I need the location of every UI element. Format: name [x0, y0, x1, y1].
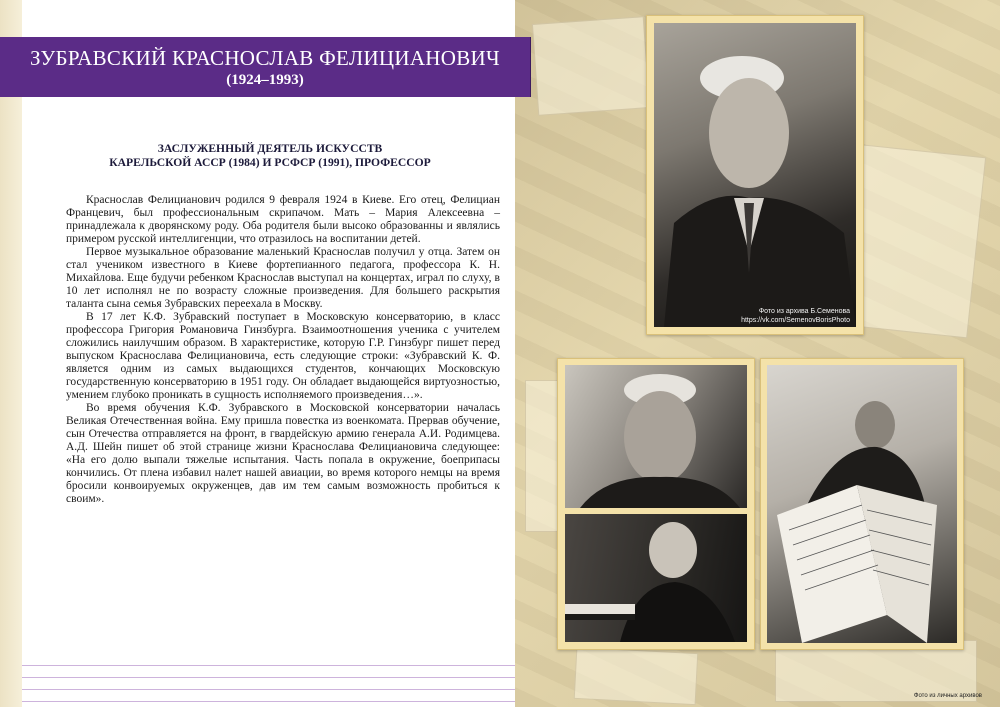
photo-smiling: [565, 365, 747, 508]
bio-paragraph: В 17 лет К.Ф. Зубравский поступает в Московскую консерваторию, в класс профессора Григория Романовича Гинзбурга. Взаимоотношения ученика с учителем сложились наилучшим образом. В характеристике, которую Г.Р. Гинзбург пишет перед выпуском Краснослава Фелициановича, есть следующие строки: «Зубравский К. Ф. является одним из самых выдающихся студентов, кончающих Московскую государственную консерваторию в 1951 году. Он обладает выдающейся виртуозностью, умением глубоко проникать в сущность исполняемого произведения…».: [66, 311, 500, 401]
person-name: ЗУБРАВСКИЙ КРАСНОСЛАВ ФЕЛИЦИАНОВИЧ: [30, 46, 500, 70]
life-years: (1924–1993): [226, 72, 304, 88]
photo-at-piano: [565, 514, 747, 642]
portrait-frame: [646, 15, 864, 335]
bio-paragraph: Первое музыкальное образование маленький Краснослав получил у отца. Затем он стал учеником известного в Киеве фортепианного педагога, профессора К. Н. Михайлова. Еще будучи ребенком Краснослав выступал на концертах, играл по слуху, в 10 лет исполнял не по возрасту сложные произведения. Для большего раскрытия таланта сына семья Зубравских переехала в Москву.: [66, 246, 500, 310]
biography-text: [66, 194, 500, 506]
subtitle-line-1: ЗАСЛУЖЕННЫЙ ДЕЯТЕЛЬ ИСКУССТВ: [157, 142, 383, 155]
subtitle-line-2: КАРЕЛЬСКОЙ АССР (1984) И РСФСР (1991), ПРОФЕССОР: [109, 156, 431, 169]
photo-frame-pair: [557, 358, 755, 650]
bio-paragraph: Во время обучения К.Ф. Зубравского в Московской консерватории началась Великая Отечественная война. Ему пришла повестка из военкомата. Прервав обучение, сын Отечества отправляется на фронт, в гвардейскую армию генерала А.И. Родимцева. А.Д. Шейн пишет об этой странице жизни Краснослава Фелициановича следующее: «На его долю выпали тяжелые испытания. Часть попала в окружение, боеприпасы кончились. От плена избавил налет нашей авиации, во время которого немцы на время бросили конвоируемых окруженцев, дав им тем самым возможность пробиться к своим».: [66, 402, 500, 505]
photo-credit: Фото из личных архивов: [913, 693, 982, 699]
bio-paragraph: Краснослав Фелицианович родился 9 февраля 1924 в Киеве. Его отец, Фелициан Францевич, был профессиональным скрипачом. Мать – Мария Алексеевна – принадлежала к дворянскому роду. Оба родителя были высоко образованны и являлись примером русской интеллигенции, что отразилось на воспитании детей.: [66, 194, 500, 245]
portrait-caption: Фото из архива Б.Семенова https://vk.com/SemenovBorisPhoto: [741, 308, 850, 324]
portrait-photo: [654, 23, 856, 327]
photo-frame-score: [760, 358, 964, 650]
bottom-stripe: [22, 659, 515, 707]
photo-with-score: [767, 365, 957, 643]
honorary-title: [40, 142, 500, 170]
title-bar: [0, 37, 531, 97]
left-edge: [0, 0, 22, 707]
